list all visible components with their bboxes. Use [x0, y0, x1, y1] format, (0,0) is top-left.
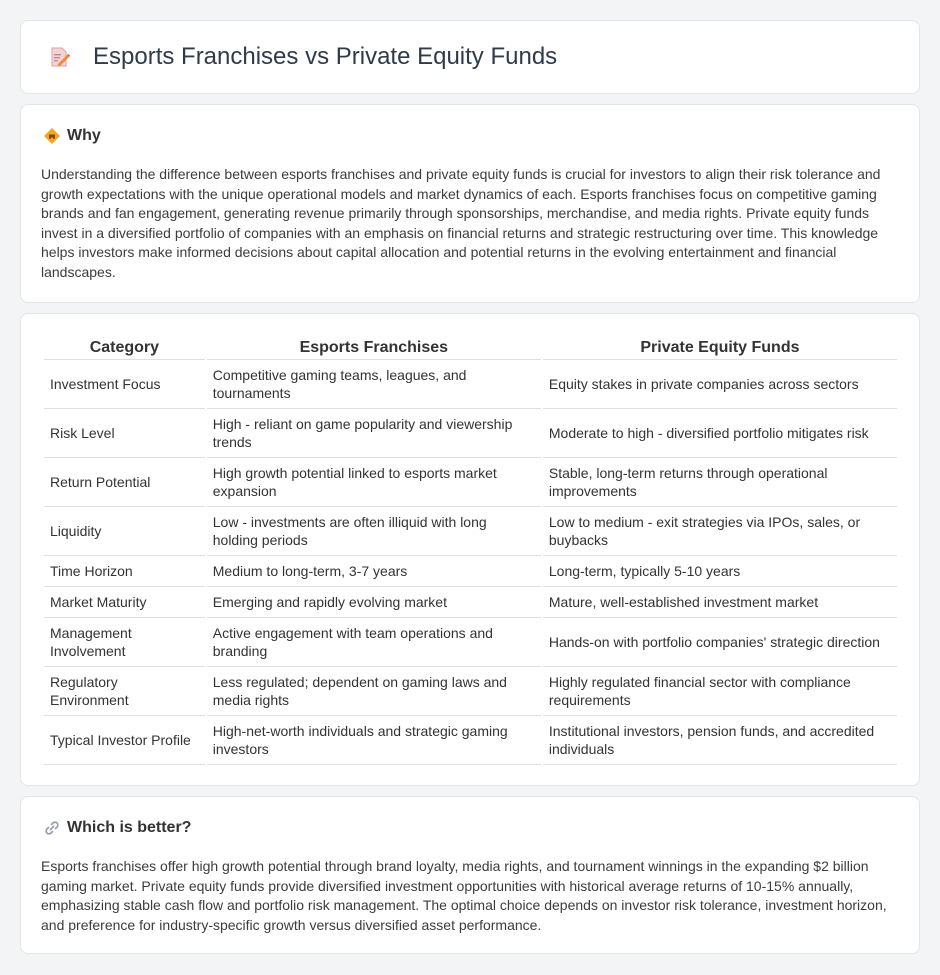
comparison-table [42, 335, 899, 765]
row-esports-value: High growth potential linked to esports market expansion [207, 458, 541, 507]
why-text: Understanding the difference between esports franchises and private equity funds is crucial for investors to align their risk tolerance and growth expectations with the unique operational models and market dynamics of each. Esports franchises focus on competitive gaming brands and fan engagement, generating revenue primarily through sponsorships, merchandise, and media rights. Private equity funds invest in a diversified portfolio of companies with an emphasis on financial returns and strategic restructuring over time. This knowledge helps investors make informed decisions about capital allocation and potential returns in the evolving entertainment and financial landscapes. [41, 166, 881, 280]
better-heading [21, 797, 919, 837]
row-esports-value: Low - investments are often illiquid with long holding periods [207, 507, 541, 556]
row-private-equity-value: Equity stakes in private companies across sectors [543, 360, 897, 409]
row-esports-value: Less regulated; dependent on gaming laws and media rights [207, 667, 541, 716]
diamond-sign-icon [43, 127, 61, 145]
document-edit-icon [47, 45, 71, 69]
row-private-equity-value: Hands-on with portfolio companies' strategic direction [543, 618, 897, 667]
better-text: Esports franchises offer high growth potential through brand loyalty, media rights, and tournament winnings in the expanding $2 billion gaming market. Private equity funds provide diversified investment opportunities with historical average returns of 10-15% annually, emphasizing stable cash flow and portfolio risk management. The optimal choice depends on investor risk tolerance, investment horizon, and preference for industry-specific growth versus diversified asset performance. [41, 858, 887, 933]
row-private-equity-value: Moderate to high - diversified portfolio mitigates risk [543, 409, 897, 458]
which-is-better-section [20, 796, 920, 954]
row-category: Management Involvement [44, 618, 205, 667]
row-private-equity-value: Stable, long-term returns through operational improvements [543, 458, 897, 507]
header-row [21, 21, 919, 93]
page-title: Esports Franchises vs Private Equity Funds [93, 43, 558, 70]
row-private-equity-value: Low to medium - exit strategies via IPOs, sales, or buybacks [543, 507, 897, 556]
row-esports-value: Medium to long-term, 3-7 years [207, 556, 541, 587]
why-section [20, 104, 920, 303]
why-title: Why [67, 127, 101, 144]
column-header-private-equity: Private Equity Funds [543, 335, 897, 360]
column-header-category: Category [44, 335, 205, 360]
row-esports-value: High - reliant on game popularity and viewership trends [207, 409, 541, 458]
row-private-equity-value: Mature, well-established investment market [543, 587, 897, 618]
table-row [44, 556, 897, 587]
table-row [44, 618, 897, 667]
row-private-equity-value: Long-term, typically 5-10 years [543, 556, 897, 587]
row-category: Typical Investor Profile [44, 716, 205, 765]
row-category: Liquidity [44, 507, 205, 556]
row-category: Market Maturity [44, 587, 205, 618]
table-row [44, 458, 897, 507]
row-esports-value: Competitive gaming teams, leagues, and tournaments [207, 360, 541, 409]
row-category: Return Potential [44, 458, 205, 507]
row-category: Risk Level [44, 409, 205, 458]
comparison-section [20, 313, 920, 786]
row-private-equity-value: Highly regulated financial sector with compliance requirements [543, 667, 897, 716]
why-heading [21, 105, 919, 145]
row-private-equity-value: Institutional investors, pension funds, and accredited individuals [543, 716, 897, 765]
table-header-row [44, 335, 897, 360]
table-row [44, 360, 897, 409]
row-esports-value: High-net-worth individuals and strategic gaming investors [207, 716, 541, 765]
row-category: Investment Focus [44, 360, 205, 409]
table-row [44, 587, 897, 618]
row-esports-value: Emerging and rapidly evolving market [207, 587, 541, 618]
better-title: Which is better? [67, 819, 192, 836]
row-category: Time Horizon [44, 556, 205, 587]
column-header-esports: Esports Franchises [207, 335, 541, 360]
row-category: Regulatory Environment [44, 667, 205, 716]
link-icon [43, 819, 61, 837]
row-esports-value: Active engagement with team operations and branding [207, 618, 541, 667]
table-row [44, 507, 897, 556]
table-row [44, 409, 897, 458]
header-card [20, 20, 920, 94]
table-row [44, 667, 897, 716]
table-row [44, 716, 897, 765]
